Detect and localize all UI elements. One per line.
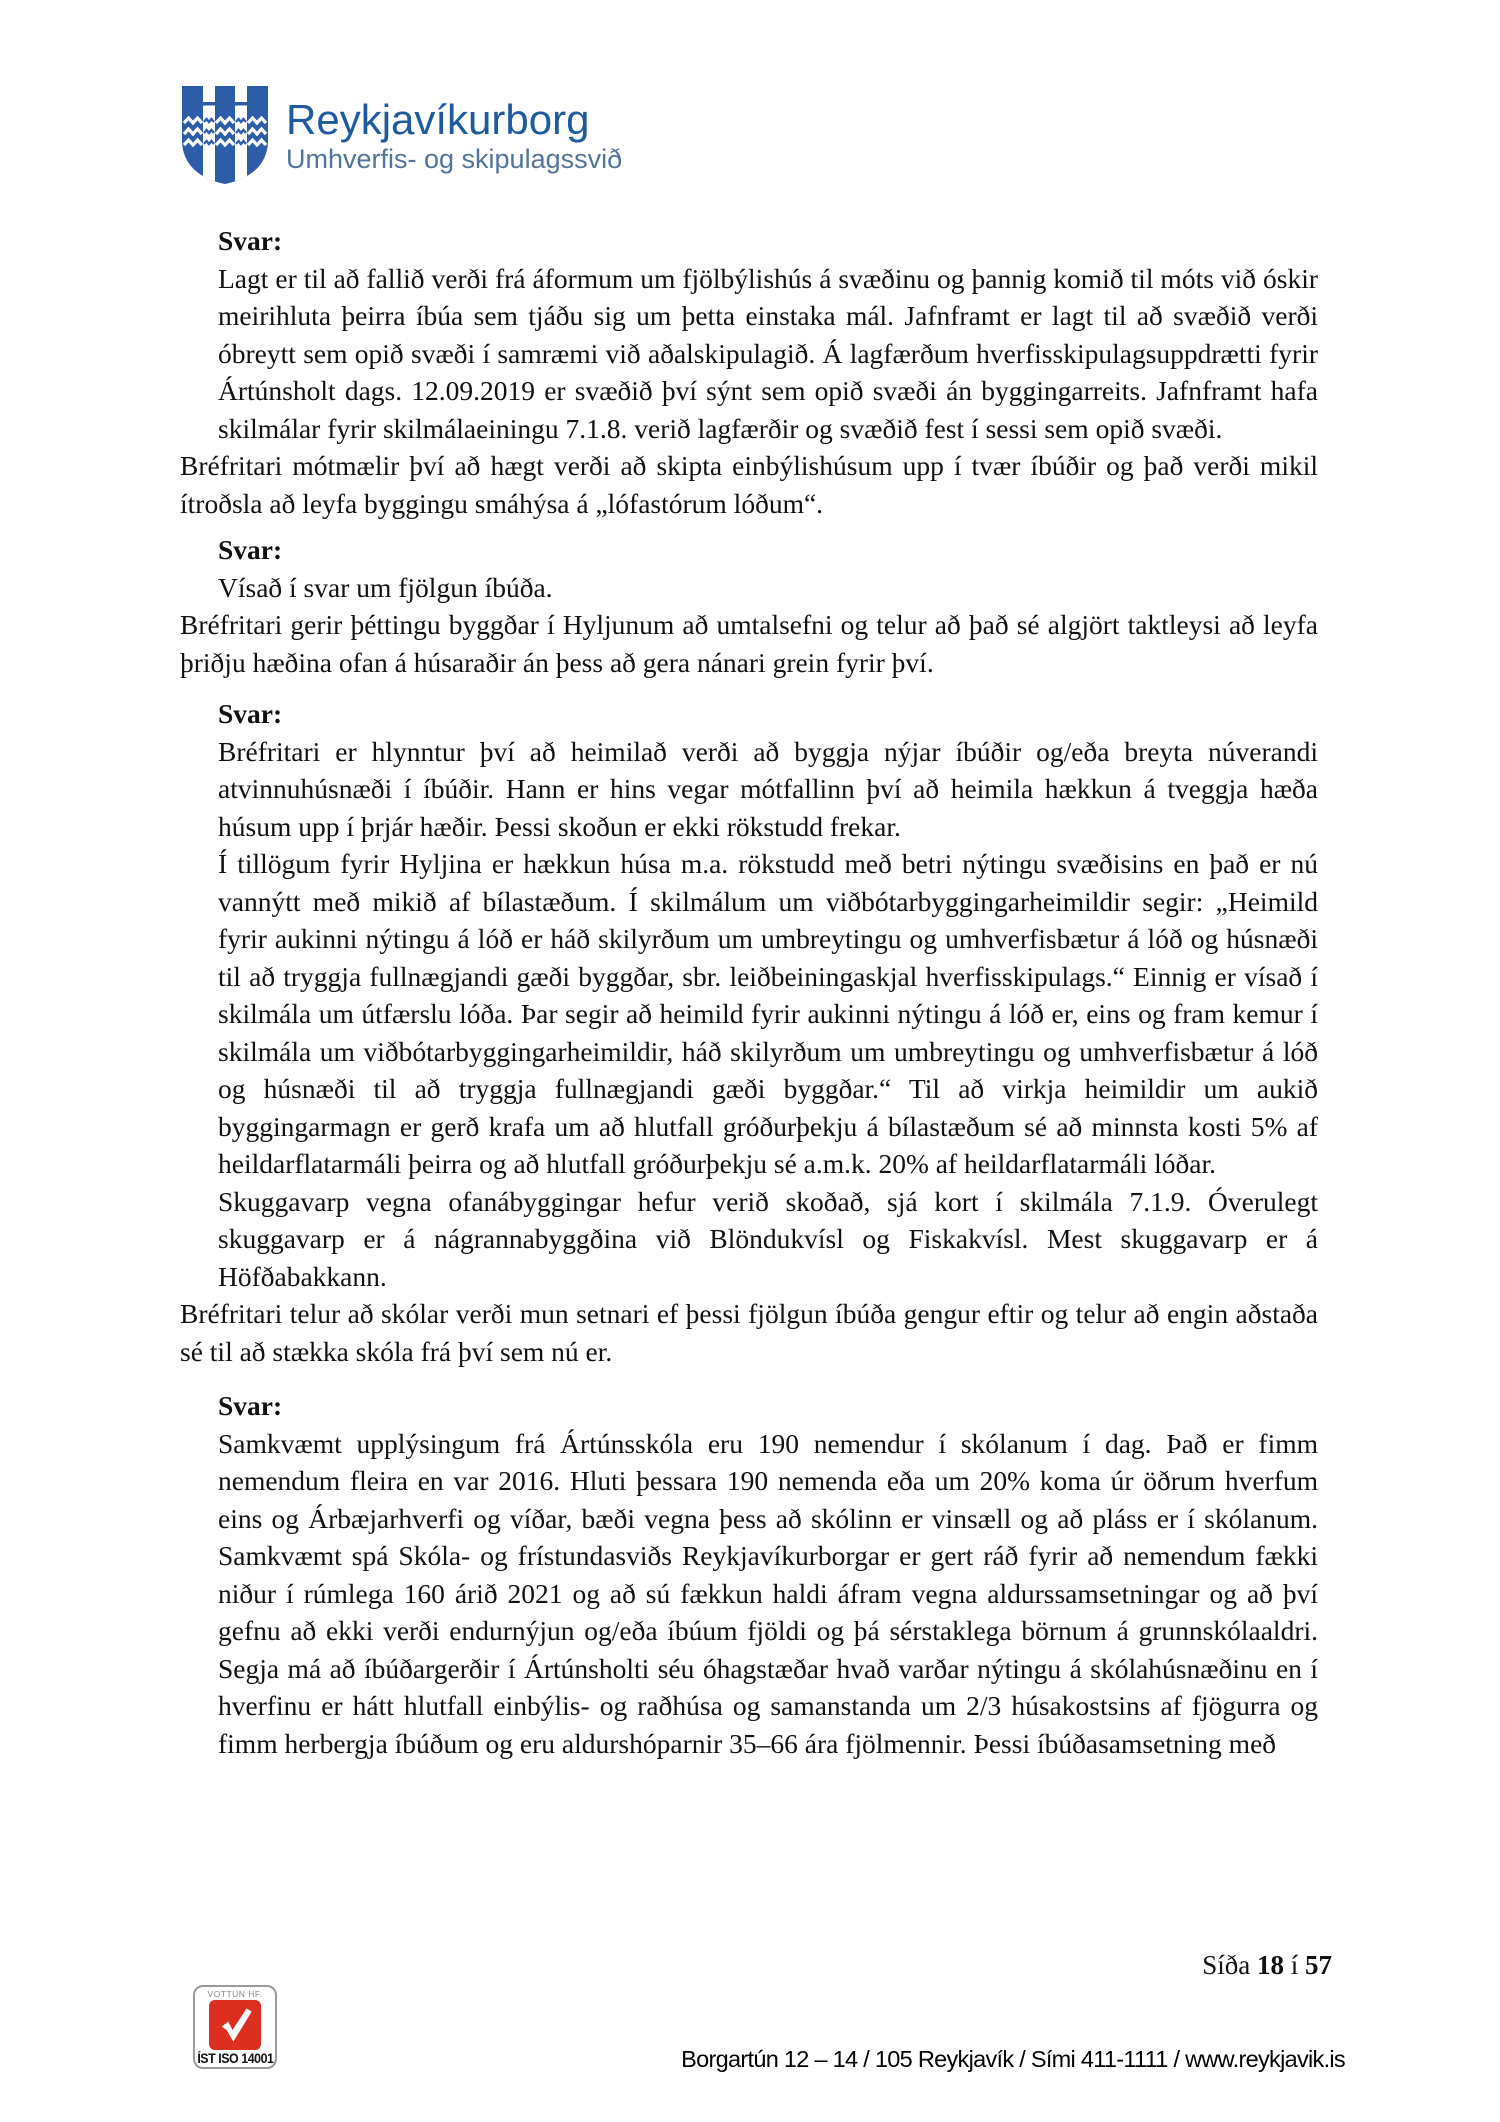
checkmark-icon <box>209 2000 261 2050</box>
svar-paragraph: Skuggavarp vegna ofanábyggingar hefur verið skoðað, sjá kort í skilmála 7.1.9. Óverulegt skuggavarp er á nágrannabyggðina við Blöndukvísl og Fiskakvísl. Mest skuggavarp er á Höfðabakkann. <box>218 1185 1318 1292</box>
svar-section-4 <box>218 1387 1318 1762</box>
org-department: Umhverfis- og skipulagssvið <box>286 144 623 174</box>
page-number-current: 18 <box>1256 1950 1284 1980</box>
svar-section-1 <box>218 222 1318 447</box>
comment-paragraph-3: Bréfritari telur að skólar verði mun setnari ef þessi fjölgun íbúða gengur eftir og telur að engin aðstaða sé til að stækka skóla frá því sem nú er. <box>180 1298 1318 1367</box>
footer-address: Borgartún 12 – 14 / 105 Reykjavík / Sími 411-1111 / www.reykjavik.is <box>681 2046 1345 2072</box>
svar-heading: Svar: <box>218 534 283 565</box>
badge-iso-label: ÍST ISO 14001 <box>196 2051 274 2066</box>
page-number-total: 57 <box>1305 1950 1332 1980</box>
reykjavik-coat-of-arms-icon <box>180 85 270 190</box>
svar-heading: Svar: <box>218 225 283 256</box>
letterhead <box>180 85 622 190</box>
svar-heading: Svar: <box>218 1390 283 1421</box>
org-name: Reykjavíkurborg <box>286 96 590 143</box>
comment-paragraph-2: Bréfritari gerir þéttingu byggðar í Hyljunum að umtalsefni og telur að það sé algjört taktleysi að leyfa þriðju hæðina ofan á húsaraðir án þess að gera nánari grein fyrir því. <box>180 609 1318 678</box>
svar-section-3 <box>218 695 1318 1295</box>
comment-paragraph-1: Bréfritari mótmælir því að hægt verði að skipta einbýlishúsum upp í tvær íbúðir og það verði mikil ítroðsla að leyfa byggingu smáhýsa á „lófastórum lóðum“. <box>180 450 1318 519</box>
svar-section-2 <box>218 531 1318 606</box>
org-titles <box>286 85 622 175</box>
page-number-label: Síða <box>1202 1950 1251 1980</box>
svar-paragraph: Samkvæmt upplýsingum frá Ártúnsskóla eru 190 nemendur í skólanum í dag. Það er fimm nemendum fleira en var 2016. Hluti þessara 190 nemenda eða um 20% koma úr öðrum hverfum eins og Árbæjarhverfi og víðar, bæði vegna þess að skólinn er vinsæll og að pláss er í skólanum. Samkvæmt spá Skóla- og frístundasviðs Reykjavíkurborgar er gert ráð fyrir að nemendum fækki niður í rúmlega 160 árið 2021 og að sú fækkun haldi áfram vegna aldurssamsetningar og að því gefnu að ekki verði endurnýjun og/eða íbúum fjöldi og þá sérstaklega börnum á grunnskólaaldri. Segja má að íbúðargerðir í Ártúnsholti séu óhagstæðar hvað varðar nýtingu á skólahúsnæðinu en í hverfinu er hátt hlutfall einbýlis- og raðhúsa og samanstanda um 2/3 húsakostsins af fjögurra og fimm herbergja íbúðum og eru aldurshóparnir 35–66 ára fjölmennir. Þessi íbúðasamsetning með <box>218 1427 1318 1759</box>
badge-certifier-label: VOTTUN HF. <box>207 1989 263 1999</box>
page-number <box>1202 1948 1332 1982</box>
page-number-separator: í <box>1290 1950 1299 1980</box>
svar-paragraph: Í tillögum fyrir Hyljina er hækkun húsa m.a. rökstudd með betri nýtingu svæðisins en það er nú vannýtt með mikið af bílastæðum. Í skilmálum um viðbótarbyggingarheimildir segir: „Heimild fyrir aukinni nýtingu á lóð er háð skilyrðum um umbreytingu og umhverfisbætur á lóð og húsnæði til að tryggja fullnægjandi gæði byggðar, sbr. leiðbeiningaskjal hverfisskipulags.“ Einnig er vísað í skilmála um útfærslu lóða. Þar segir að heimild fyrir aukinni nýtingu á lóð er, eins og fram kemur í skilmála um viðbótarbyggingarheimildir, háð skilyrðum um umbreytingu og umhverfisbætur á lóð og húsnæði til að tryggja fullnægjandi gæði byggðar.“ Til að virkja heimildir um aukið byggingarmagn er gerð krafa um að hlutfall gróðurþekju á bílastæðum sé að minnsta kosti 5% af heildarflatarmáli þeirra og að hlutfall gróðurþekju sé a.m.k. 20% af heildarflatarmáli lóðar. <box>218 848 1318 1179</box>
document-body <box>180 222 1318 1762</box>
svar-paragraph: Vísað í svar um fjölgun íbúða. <box>218 571 553 603</box>
svar-paragraph: Lagt er til að fallið verði frá áformum um fjölbýlishús á svæðinu og þannig komið til móts við óskir meirihluta þeirra íbúa sem tjáðu sig um þetta einstaka mál. Jafnframt er lagt til að svæðið verði óbreytt sem opið svæði í samræmi við aðalskipulagið. Á lagfærðum hverfisskipulagsuppdrætti fyrir Ártúnsholt dags. 12.09.2019 er svæðið því sýnt sem opið svæði án byggingarreits. Jafnframt hafa skilmálar fyrir skilmálaeiningu 7.1.8. verið lagfærðir og svæðið fest í sessi sem opið svæði. <box>218 262 1318 444</box>
iso-14001-certification-badge <box>193 1985 277 2069</box>
svar-paragraph: Bréfritari er hlynntur því að heimilað verði að byggja nýjar íbúðir og/eða breyta núverandi atvinnuhúsnæði í íbúðir. Hann er hins vegar mótfallinn því að heimila hækkun á tveggja hæða húsum upp í þrjár hæðir. Þessi skoðun er ekki rökstudd frekar. <box>218 735 1318 842</box>
svar-heading: Svar: <box>218 698 283 729</box>
